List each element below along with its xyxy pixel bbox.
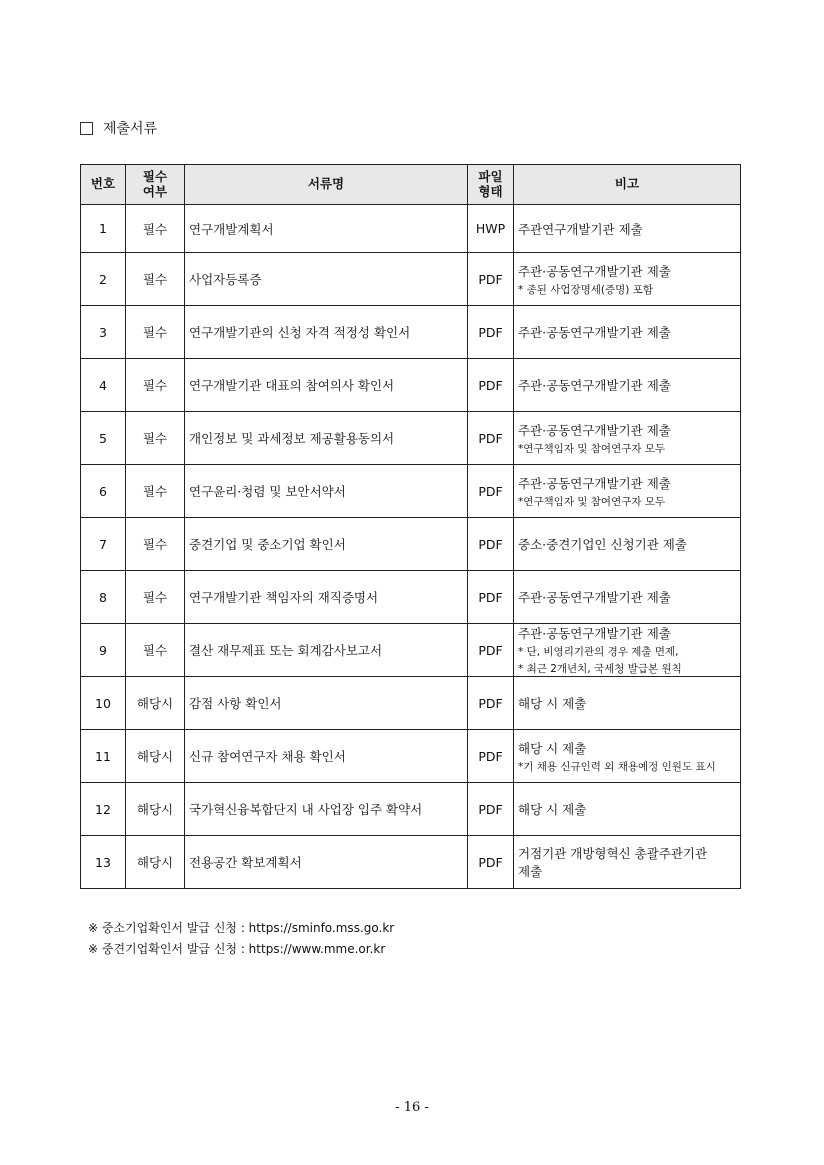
header-no: 번호 xyxy=(81,165,126,205)
documents-table xyxy=(80,164,741,889)
footnote-mme: ※ 중견기업확인서 발급 신청 : https://www.mme.or.kr xyxy=(88,942,386,956)
table-row xyxy=(81,412,741,465)
remarks-line: 해당 시 제출 xyxy=(518,740,587,756)
remarks-line: 해당 시 제출 xyxy=(518,696,587,711)
row-document-name: 결산 재무제표 또는 회계감사보고서 xyxy=(185,624,468,677)
row-file-format: PDF xyxy=(468,253,514,306)
header-name: 서류명 xyxy=(185,165,468,205)
row-remarks xyxy=(514,359,741,412)
remarks-line: 주관·공동연구개발기관 제출 xyxy=(518,263,671,279)
row-required: 필수 xyxy=(126,253,185,306)
row-remarks xyxy=(514,518,741,571)
row-remarks xyxy=(514,730,741,783)
row-number: 13 xyxy=(81,836,126,889)
remarks-line: 주관·공동연구개발기관 제출 xyxy=(518,475,671,491)
remarks-line: 주관·공동연구개발기관 제출 xyxy=(518,325,671,340)
row-number: 8 xyxy=(81,571,126,624)
header-remarks: 비고 xyxy=(514,165,741,205)
row-required: 필수 xyxy=(126,518,185,571)
row-file-format: PDF xyxy=(468,836,514,889)
row-document-name: 국가혁신융복합단지 내 사업장 입주 확약서 xyxy=(185,783,468,836)
row-required: 해당시 xyxy=(126,730,185,783)
row-required: 필수 xyxy=(126,412,185,465)
row-required: 해당시 xyxy=(126,836,185,889)
table-row xyxy=(81,730,741,783)
row-required: 필수 xyxy=(126,624,185,677)
row-file-format: PDF xyxy=(468,624,514,677)
row-file-format: PDF xyxy=(468,412,514,465)
row-number: 3 xyxy=(81,306,126,359)
row-document-name: 신규 참여연구자 채용 확인서 xyxy=(185,730,468,783)
table-row xyxy=(81,783,741,836)
row-remarks xyxy=(514,306,741,359)
header-format: 파일 형태 xyxy=(468,165,514,205)
section-title-text: 제출서류 xyxy=(103,121,158,137)
footnotes xyxy=(88,918,394,960)
remarks-line: 주관·공동연구개발기관 제출 xyxy=(518,378,671,393)
row-remarks xyxy=(514,412,741,465)
row-remarks xyxy=(514,624,741,677)
row-file-format: PDF xyxy=(468,359,514,412)
row-number: 10 xyxy=(81,677,126,730)
row-number: 6 xyxy=(81,465,126,518)
remarks-line: 제출 xyxy=(518,864,543,879)
row-required: 필수 xyxy=(126,205,185,253)
remarks-line: 해당 시 제출 xyxy=(518,802,587,817)
row-number: 4 xyxy=(81,359,126,412)
remarks-line: 주관·공동연구개발기관 제출 xyxy=(518,590,671,605)
header-required: 필수 여부 xyxy=(126,165,185,205)
table-row xyxy=(81,571,741,624)
row-file-format: PDF xyxy=(468,783,514,836)
row-number: 9 xyxy=(81,624,126,677)
row-remarks xyxy=(514,205,741,253)
row-number: 2 xyxy=(81,253,126,306)
table-row xyxy=(81,465,741,518)
row-document-name: 연구개발계획서 xyxy=(185,205,468,253)
row-remarks xyxy=(514,571,741,624)
row-document-name: 연구윤리·청렴 및 보안서약서 xyxy=(185,465,468,518)
row-number: 5 xyxy=(81,412,126,465)
row-remarks xyxy=(514,677,741,730)
footnote-sminfo: ※ 중소기업확인서 발급 신청 : https://sminfo.mss.go.kr xyxy=(88,921,395,935)
remarks-subnote: * 종된 사업장명세(증명) 포함 xyxy=(518,283,654,296)
remarks-line: 주관연구개발기관 제출 xyxy=(518,221,643,237)
remarks-subnote: * 단, 비영리기관의 경우 제출 면제, xyxy=(518,646,679,658)
table-row xyxy=(81,205,741,253)
remarks-line: 주관·공동연구개발기관 제출 xyxy=(518,626,671,641)
table-header-row xyxy=(81,165,741,205)
table-row xyxy=(81,253,741,306)
table-row xyxy=(81,836,741,889)
remarks-subnote: * 최근 2개년치, 국세청 발급본 원칙 xyxy=(518,663,682,675)
row-document-name: 사업자등록증 xyxy=(185,253,468,306)
row-required: 필수 xyxy=(126,359,185,412)
remarks-line: 중소·중견기업인 신청기관 제출 xyxy=(518,537,687,552)
row-file-format: PDF xyxy=(468,306,514,359)
row-remarks xyxy=(514,253,741,306)
table-row xyxy=(81,624,741,677)
remarks-line: 거점기관 개방형혁신 총괄주관기관 xyxy=(518,846,708,861)
section-title xyxy=(80,118,157,138)
row-required: 해당시 xyxy=(126,783,185,836)
page-number: - 16 - xyxy=(395,1100,429,1115)
remarks-subnote: *연구책임자 및 참여연구자 모두 xyxy=(518,495,666,508)
table-row xyxy=(81,359,741,412)
checkbox-icon xyxy=(80,122,93,135)
row-remarks xyxy=(514,783,741,836)
row-document-name: 연구개발기관의 신청 자격 적정성 확인서 xyxy=(185,306,468,359)
remarks-subnote: *연구책임자 및 참여연구자 모두 xyxy=(518,442,666,455)
row-number: 7 xyxy=(81,518,126,571)
row-required: 해당시 xyxy=(126,677,185,730)
table-row xyxy=(81,306,741,359)
row-file-format: PDF xyxy=(468,571,514,624)
row-document-name: 연구개발기관 책임자의 재직증명서 xyxy=(185,571,468,624)
table-row xyxy=(81,677,741,730)
row-document-name: 연구개발기관 대표의 참여의사 확인서 xyxy=(185,359,468,412)
row-document-name: 중견기업 및 중소기업 확인서 xyxy=(185,518,468,571)
row-file-format: PDF xyxy=(468,677,514,730)
row-file-format: PDF xyxy=(468,730,514,783)
row-required: 필수 xyxy=(126,465,185,518)
row-document-name: 개인정보 및 과세정보 제공활용동의서 xyxy=(185,412,468,465)
row-number: 1 xyxy=(81,205,126,253)
row-document-name: 전용공간 확보계획서 xyxy=(185,836,468,889)
row-document-name: 감점 사항 확인서 xyxy=(185,677,468,730)
row-required: 필수 xyxy=(126,571,185,624)
row-number: 12 xyxy=(81,783,126,836)
table-row xyxy=(81,518,741,571)
row-remarks xyxy=(514,836,741,889)
row-remarks xyxy=(514,465,741,518)
row-file-format: HWP xyxy=(468,205,514,253)
remarks-line: 주관·공동연구개발기관 제출 xyxy=(518,422,671,438)
row-required: 필수 xyxy=(126,306,185,359)
row-number: 11 xyxy=(81,730,126,783)
row-file-format: PDF xyxy=(468,465,514,518)
remarks-subnote: *기 채용 신규인력 외 채용예정 인원도 표시 xyxy=(518,760,716,773)
row-file-format: PDF xyxy=(468,518,514,571)
